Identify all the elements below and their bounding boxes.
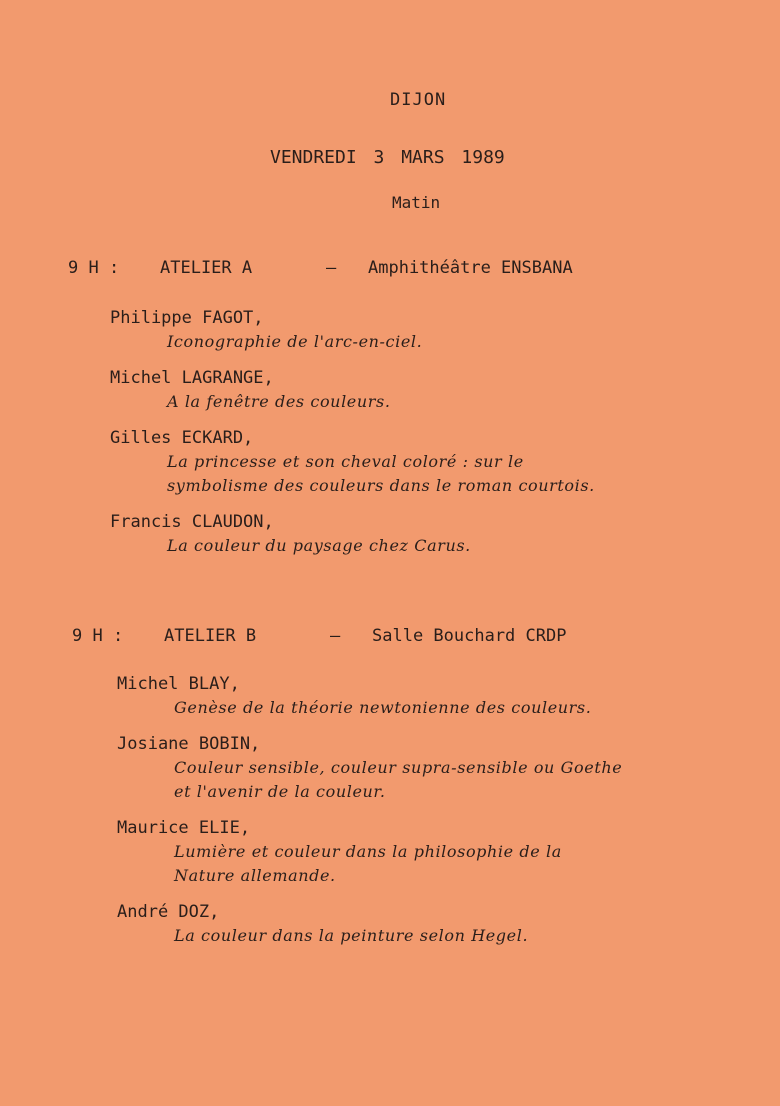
- speaker-name: Philippe FAGOT,: [110, 308, 264, 328]
- city-heading: DIJON: [390, 90, 447, 110]
- session-label: ATELIER B: [164, 626, 257, 646]
- speaker-entry: [117, 900, 622, 948]
- talk-title: Couleur sensible, couleur supra-sensible ou Goethe et l'avenir de la couleur.: [174, 758, 623, 801]
- speaker-entry: [110, 426, 595, 498]
- talk-title: La couleur du paysage chez Carus.: [167, 536, 471, 555]
- speaker-name: Gilles ECKARD,: [110, 428, 254, 448]
- speaker-entry: [117, 672, 622, 720]
- session-title: [72, 626, 566, 646]
- speaker-name: Josiane BOBIN,: [117, 734, 261, 754]
- talk-title: Iconographie de l'arc-en-ciel.: [167, 332, 423, 351]
- speaker-name: Francis CLAUDON,: [110, 512, 274, 532]
- speaker-entry: [110, 366, 595, 414]
- talk-title: Lumière et couleur dans la philosophie de la Nature allemande.: [174, 842, 562, 885]
- speaker-name: Michel BLAY,: [117, 674, 240, 694]
- talk-title: Genèse de la théorie newtonienne des couleurs.: [174, 698, 592, 717]
- session-location: Amphithéâtre ENSBANA: [368, 258, 573, 278]
- speaker-entry: [117, 732, 622, 804]
- session-dash: –: [330, 626, 341, 646]
- session-time: 9 H :: [68, 258, 120, 278]
- period-heading: Matin: [392, 193, 441, 212]
- speaker-list: [117, 672, 622, 960]
- session-location: Salle Bouchard CRDP: [372, 626, 567, 646]
- session-label: ATELIER A: [160, 258, 253, 278]
- speaker-entry: [110, 510, 595, 558]
- session-title: [68, 258, 573, 278]
- speaker-name: Maurice ELIE,: [117, 818, 251, 838]
- talk-title: A la fenêtre des couleurs.: [167, 392, 391, 411]
- talk-title: La couleur dans la peinture selon Hegel.: [174, 926, 529, 945]
- session-dash: –: [326, 258, 337, 278]
- speaker-entry: [110, 306, 595, 354]
- speaker-name: André DOZ,: [117, 902, 220, 922]
- speaker-entry: [117, 816, 622, 888]
- speaker-name: Michel LAGRANGE,: [110, 368, 274, 388]
- date-heading: VENDREDI 3 MARS 1989: [270, 147, 505, 168]
- speaker-list: [110, 306, 595, 570]
- talk-title: La princesse et son cheval coloré : sur le symbolisme des couleurs dans le roman courtois.: [167, 452, 595, 495]
- session-time: 9 H :: [72, 626, 124, 646]
